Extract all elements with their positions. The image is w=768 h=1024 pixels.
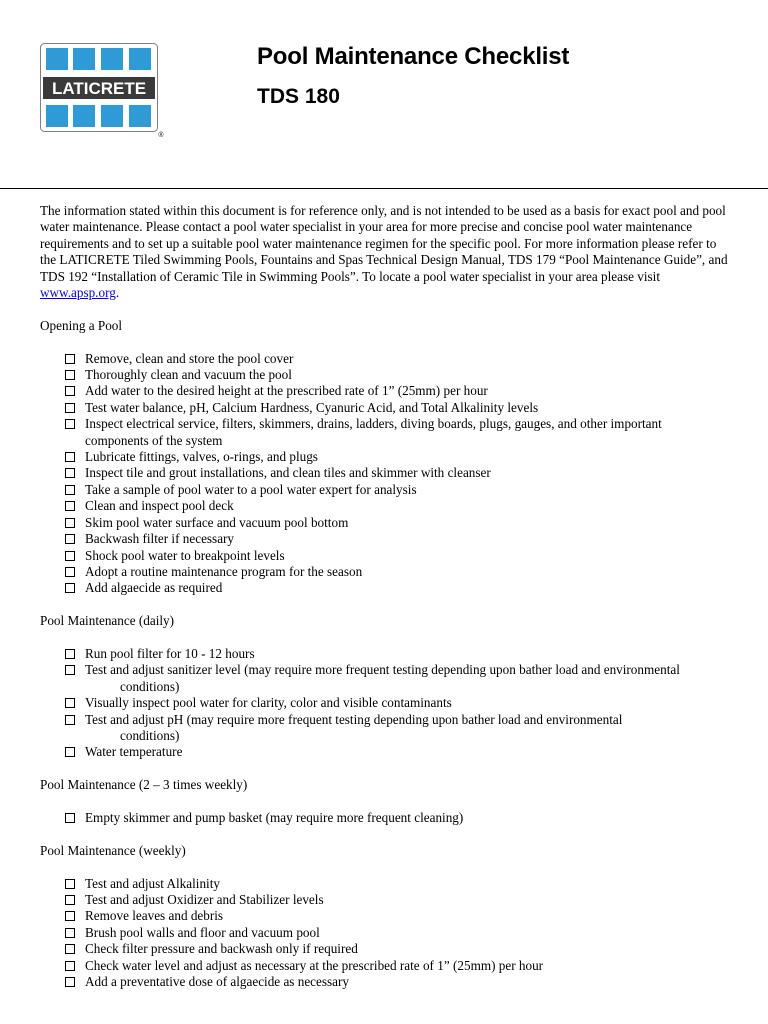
intro-paragraph — [40, 203, 730, 301]
section-title: Pool Maintenance (2 – 3 times weekly) — [40, 777, 248, 793]
checklist-item — [40, 941, 730, 957]
checklist-item-label: Clean and inspect pool deck — [85, 498, 234, 514]
logo-text: LATICRETE — [51, 79, 147, 98]
intro-text: The information stated within this document is for reference only, and is not intended to be used as a basis for exact pool and pool water maintenance. Please contact a pool water specialist in your area for more precise and concise pool water maintenance requirements and to set up a suitable pool water maintenance regimen for the specific pool. For more information please refer to the LATICRETE Tiled Swimming Pools, Fountains and Spas Technical Design Manual, TDS 179 “Pool Maintenance Guide”, and TDS 192 “Installation of Ceramic Tile in Swimming Pools”. To locate a pool water specialist in your area please visit — [40, 203, 728, 284]
checkbox-icon[interactable] — [65, 534, 75, 544]
checklist-item — [40, 958, 730, 974]
checkbox-icon[interactable] — [65, 944, 75, 954]
checklist-item — [40, 662, 730, 695]
checklist-item — [40, 925, 730, 941]
checklist-item — [40, 646, 730, 662]
checklist-item-label: Check filter pressure and backwash only if required — [85, 941, 358, 957]
checklist-item — [40, 416, 730, 449]
checklist-item — [40, 876, 730, 892]
checklist — [40, 876, 730, 991]
checkbox-icon[interactable] — [65, 370, 75, 380]
checklist-item-label: Water temperature — [85, 744, 183, 760]
checklist-item-label: Inspect electrical service, filters, skimmers, drains, ladders, diving boards, plugs, gauges, and other important — [85, 416, 662, 432]
document-number: TDS 180 — [257, 85, 340, 108]
checklist-item — [40, 367, 730, 383]
section-title: Opening a Pool — [40, 317, 123, 333]
section-title: Pool Maintenance (daily) — [40, 613, 175, 629]
checkbox-icon[interactable] — [65, 501, 75, 511]
apsp-link[interactable]: www.apsp.org — [40, 285, 116, 301]
checklist-item-label: Remove, clean and store the pool cover — [85, 350, 294, 366]
checkbox-icon[interactable] — [65, 583, 75, 593]
checkbox-icon[interactable] — [65, 665, 75, 675]
checkbox-icon[interactable] — [65, 895, 75, 905]
checklist-item-label: Test water balance, pH, Calcium Hardness, Cyanuric Acid, and Total Alkalinity levels — [85, 399, 539, 415]
checklist-item — [40, 548, 730, 564]
checklist-item-continuation: conditions) — [120, 678, 180, 694]
checkbox-icon[interactable] — [65, 977, 75, 987]
checklist-item-label: Add a preventative dose of algaecide as necessary — [85, 973, 349, 989]
registered-mark: ® — [158, 132, 164, 138]
checklist-item — [40, 810, 730, 826]
checklist — [40, 810, 730, 826]
page-title: Pool Maintenance Checklist — [257, 43, 570, 70]
checkbox-icon[interactable] — [65, 551, 75, 561]
checklist-item-continuation: components of the system — [85, 432, 223, 448]
checkbox-icon[interactable] — [65, 567, 75, 577]
checklist-item-continuation: conditions) — [120, 727, 180, 743]
checklist-item-label: Check water level and adjust as necessary at the prescribed rate of 1” (25mm) per hour — [85, 957, 544, 973]
checklist — [40, 646, 730, 761]
document-body — [40, 203, 730, 1007]
checkbox-icon[interactable] — [65, 698, 75, 708]
checklist-item — [40, 908, 730, 924]
checklist-item-label: Inspect tile and grout installations, and clean tiles and skimmer with cleanser — [85, 465, 491, 481]
checkbox-icon[interactable] — [65, 813, 75, 823]
checkbox-icon[interactable] — [65, 386, 75, 396]
checklist-item — [40, 695, 730, 711]
laticrete-logo — [40, 43, 164, 138]
checklist-item-label: Take a sample of pool water to a pool water expert for analysis — [85, 481, 417, 497]
checklist-item-label: Add algaecide as required — [85, 580, 223, 596]
checkbox-icon[interactable] — [65, 715, 75, 725]
checklist — [40, 351, 730, 597]
checkbox-icon[interactable] — [65, 747, 75, 757]
checklist-item — [40, 892, 730, 908]
checklist-item-label: Run pool filter for 10 - 12 hours — [85, 645, 255, 661]
checklist-item — [40, 712, 730, 745]
checkbox-icon[interactable] — [65, 911, 75, 921]
checklist-item-label: Test and adjust Oxidizer and Stabilizer levels — [85, 891, 324, 907]
checkbox-icon[interactable] — [65, 485, 75, 495]
checklist-item-label: Empty skimmer and pump basket (may require more frequent cleaning) — [85, 809, 464, 825]
checklist-item — [40, 515, 730, 531]
checklist-item-label: Test and adjust Alkalinity — [85, 875, 220, 891]
checklist-item-label: Test and adjust sanitizer level (may require more frequent testing depending upon bather load and environmental — [85, 662, 680, 678]
checklist-item-label: Remove leaves and debris — [85, 908, 224, 924]
checklist-item — [40, 465, 730, 481]
checkbox-icon[interactable] — [65, 452, 75, 462]
checklist-item — [40, 974, 730, 990]
checkbox-icon[interactable] — [65, 879, 75, 889]
checklist-item-label: Lubricate fittings, valves, o-rings, and plugs — [85, 449, 318, 465]
checklist-item-label: Backwash filter if necessary — [85, 531, 235, 547]
checkbox-icon[interactable] — [65, 419, 75, 429]
checklist-item — [40, 531, 730, 547]
checklist-item — [40, 383, 730, 399]
checklist-item — [40, 744, 730, 760]
checklist-item — [40, 580, 730, 596]
checklist-item-label: Test and adjust pH (may require more frequent testing depending upon bather load and environmental — [85, 711, 623, 727]
checkbox-icon[interactable] — [65, 518, 75, 528]
header-divider — [0, 188, 768, 189]
checklist-item — [40, 449, 730, 465]
checklist-item — [40, 564, 730, 580]
checklist-item-label: Shock pool water to breakpoint levels — [85, 547, 285, 563]
checkbox-icon[interactable] — [65, 928, 75, 938]
checkbox-icon[interactable] — [65, 354, 75, 364]
section-title: Pool Maintenance (weekly) — [40, 842, 186, 858]
checklist-item-label: Thoroughly clean and vacuum the pool — [85, 367, 292, 383]
checkbox-icon[interactable] — [65, 468, 75, 478]
checkbox-icon[interactable] — [65, 961, 75, 971]
checklist-item-label: Visually inspect pool water for clarity, color and visible contaminants — [85, 695, 452, 711]
checklist-item — [40, 498, 730, 514]
checkbox-icon[interactable] — [65, 649, 75, 659]
checklist-item-label: Add water to the desired height at the prescribed rate of 1” (25mm) per hour — [85, 383, 488, 399]
checklist-item-label: Skim pool water surface and vacuum pool bottom — [85, 514, 349, 530]
checklist-sections — [40, 318, 730, 991]
checklist-item-label: Adopt a routine maintenance program for the season — [85, 563, 363, 579]
checkbox-icon[interactable] — [65, 403, 75, 413]
checklist-item-label: Brush pool walls and floor and vacuum pool — [85, 924, 320, 940]
checklist-item — [40, 400, 730, 416]
intro-end: . — [115, 285, 120, 301]
checklist-item — [40, 482, 730, 498]
checklist-item — [40, 351, 730, 367]
